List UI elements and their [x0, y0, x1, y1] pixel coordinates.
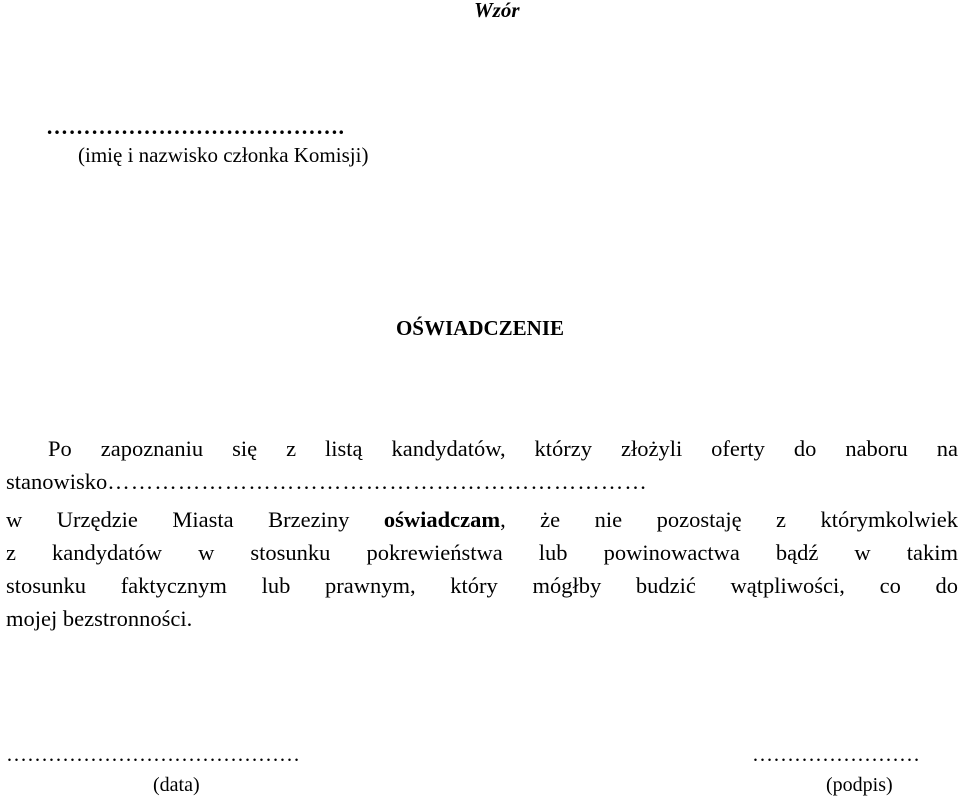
statement-line-2: [6, 466, 648, 498]
template-label: Wzór: [474, 0, 520, 22]
declare-word: oświadczam: [383, 507, 501, 532]
statement-line-6: mojej bezstronności.: [6, 606, 193, 631]
statement-line-4: z kandydatów w stosunku pokrewieństwa lub powinowactwa bądź w takim: [6, 540, 958, 565]
member-name-caption: (imię i nazwisko członka Komisji): [78, 143, 369, 167]
document-title: OŚWIADCZENIE: [395, 316, 565, 340]
office-text: w Urzędzie Miasta Brzeziny: [6, 507, 350, 532]
signature-caption: (podpis): [826, 774, 893, 796]
position-placeholder: ……………………………………………………………: [107, 469, 648, 494]
signature-placeholder: ……………………: [752, 742, 920, 766]
statement-line-1: Po zapoznaniu się z listą kandydatów, którzy złożyli oferty do naboru na: [48, 436, 958, 461]
date-placeholder: ……………………………………: [6, 742, 300, 766]
statement-line-3: [6, 504, 958, 536]
position-label: stanowisko: [6, 469, 108, 494]
member-name-placeholder: ………………………………….: [46, 114, 345, 139]
statement-continuation: , że nie pozostaję z którymkolwiek: [500, 507, 959, 532]
date-caption: (data): [153, 774, 200, 796]
statement-line-5: stosunku faktycznym lub prawnym, który mógłby budzić wątpliwości, co do: [6, 573, 958, 598]
